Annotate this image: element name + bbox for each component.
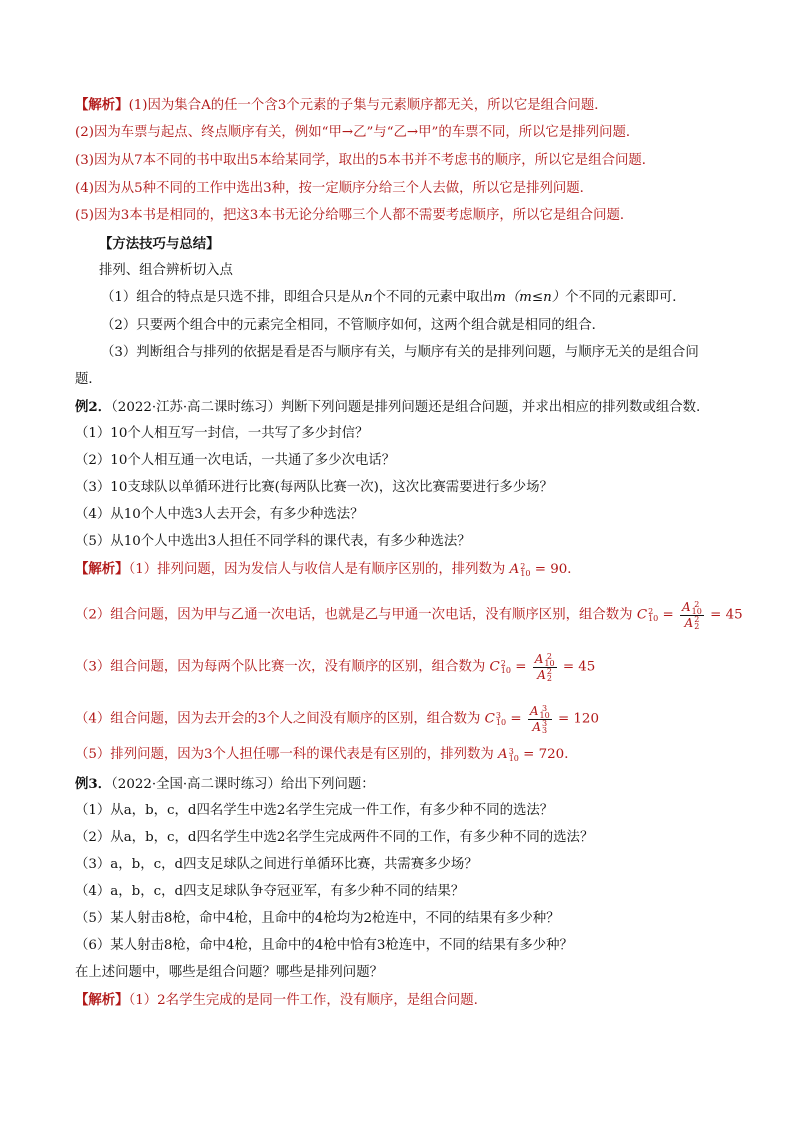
example3-answer1: 【解析】（1）2名学生完成的是同一件工作，没有顺序，是组合问题. bbox=[75, 992, 478, 1008]
analysis1-line1: 【解析】(1)因为集合A的任一个含3个元素的子集与元素顺序都无关，所以它是组合问题． bbox=[75, 97, 608, 113]
example2-q3: （3）10支球队以单循环进行比赛(每两队比赛一次)，这次比赛需要进行多少场？ bbox=[75, 480, 553, 495]
example3-question: 在上述问题中，哪些是组合问题？哪些是排列问题？ bbox=[75, 965, 383, 980]
example2-answer5: （5）排列问题，因为3个人担任哪一科的课代表是有区别的，排列数为 A 3 10 = 720． bbox=[75, 746, 578, 763]
analysis1-line3: (3)因为从7本不同的书中取出5本给某同学，取出的5本书并不考虑书的顺序，所以它是组合问题． bbox=[75, 153, 656, 168]
fraction-a2: A 2 10 A 2 2 bbox=[681, 599, 702, 631]
analysis1-line2: (2)因为车票与起点、终点顺序有关，例如“甲→乙”与“乙→甲”的车票不同，所以它是排列问题． bbox=[75, 125, 640, 140]
example2-label: 例2． bbox=[75, 399, 112, 415]
example2-answer2: （2）组合问题，因为甲与乙通一次电话，也就是乙与甲通一次电话，没有顺序区别，组合数为 C 2 10 = A 2 10 A 2 2 = 45 bbox=[75, 599, 743, 631]
method-subtitle: 排列、组合辨析切入点 bbox=[99, 263, 233, 278]
fraction-a3: A 2 10 A 2 2 bbox=[534, 651, 555, 683]
method-point3-cont: 题． bbox=[75, 372, 102, 387]
method-point1: （1）组合的特点是只选不排，即组合只是从n个不同的元素中取出m（m≤n）个不同的元素即可． bbox=[101, 290, 686, 305]
method-point3: （3）判断组合与排列的依据是看是否与顺序有关，与顺序有关的是排列问题，与顺序无关的是组合问 bbox=[101, 345, 699, 360]
analysis-tag: 【解析】 bbox=[75, 97, 129, 113]
example3-q6: （6）某人射击8枪，命中4枪，且命中的4枪中恰有3枪连中，不同的结果有多少种？ bbox=[75, 938, 573, 953]
example3-q2: （2）从a，b，c，d四名学生中选2名学生完成两件不同的工作，有多少种不同的选法？ bbox=[75, 830, 594, 845]
example3-q3: （3）a，b，c，d四支足球队之间进行单循环比赛，共需赛多少场？ bbox=[75, 857, 478, 872]
example3-q5: （5）某人射击8枪，命中4枪，且命中的4枪均为2枪连中，不同的结果有多少种？ bbox=[75, 911, 560, 926]
analysis1-line5: (5)因为3本书是相同的，把这3本书无论分给哪三个人都不需要考虑顺序，所以它是组合问题． bbox=[75, 208, 634, 223]
example2-header: 例2．（2022·江苏·高二课时练习）判断下列问题是排列问题还是组合问题，并求出相应的排列数或组合数. bbox=[75, 399, 701, 415]
example2-q2: （2）10个人相互通一次电话，一共通了多少次电话？ bbox=[75, 453, 396, 468]
analysis1-line4: (4)因为从5种不同的工作中选出3种，按一定顺序分给三个人去做，所以它是排列问题． bbox=[75, 181, 594, 196]
example3-header: 例3．（2022·全国·高二课时练习）给出下列问题： bbox=[75, 776, 375, 792]
example2-answer4: （4）组合问题，因为去开会的3个人之间没有顺序的区别，组合数为 C 3 10 = A 3 10 A 3 3 = 120 bbox=[75, 703, 599, 735]
example2-q5: （5）从10个人中选出3人担任不同学科的课代表，有多少种选法？ bbox=[75, 534, 471, 549]
method-title: 【方法技巧与总结】 bbox=[99, 236, 220, 252]
example3-q4: （4）a，b，c，d四支足球队争夺冠亚军，有多少种不同的结果？ bbox=[75, 884, 465, 899]
example2-answer3: （3）组合问题，因为每两个队比赛一次，没有顺序的区别，组合数为 C 2 10 = A 2 10 A 2 2 = 45 bbox=[75, 651, 596, 683]
example3-label: 例3． bbox=[75, 776, 112, 792]
fraction-a4: A 3 10 A 3 3 bbox=[529, 703, 550, 735]
example2-q1: （1）10个人相互写一封信，一共写了多少封信？ bbox=[75, 426, 369, 441]
method-point2: （2）只要两个组合中的元素完全相同，不管顺序如何，这两个组合就是相同的组合． bbox=[101, 318, 605, 333]
example2-answer1: 【解析】（1）排列问题，因为发信人与收信人是有顺序区别的，排列数为 A 2 10 = 90． bbox=[75, 561, 581, 578]
example2-q4: （4）从10个人中选3人去开会，有多少种选法？ bbox=[75, 507, 364, 522]
example3-q1: （1）从a，b，c，d四名学生中选2名学生完成一件工作，有多少种不同的选法？ bbox=[75, 803, 554, 818]
